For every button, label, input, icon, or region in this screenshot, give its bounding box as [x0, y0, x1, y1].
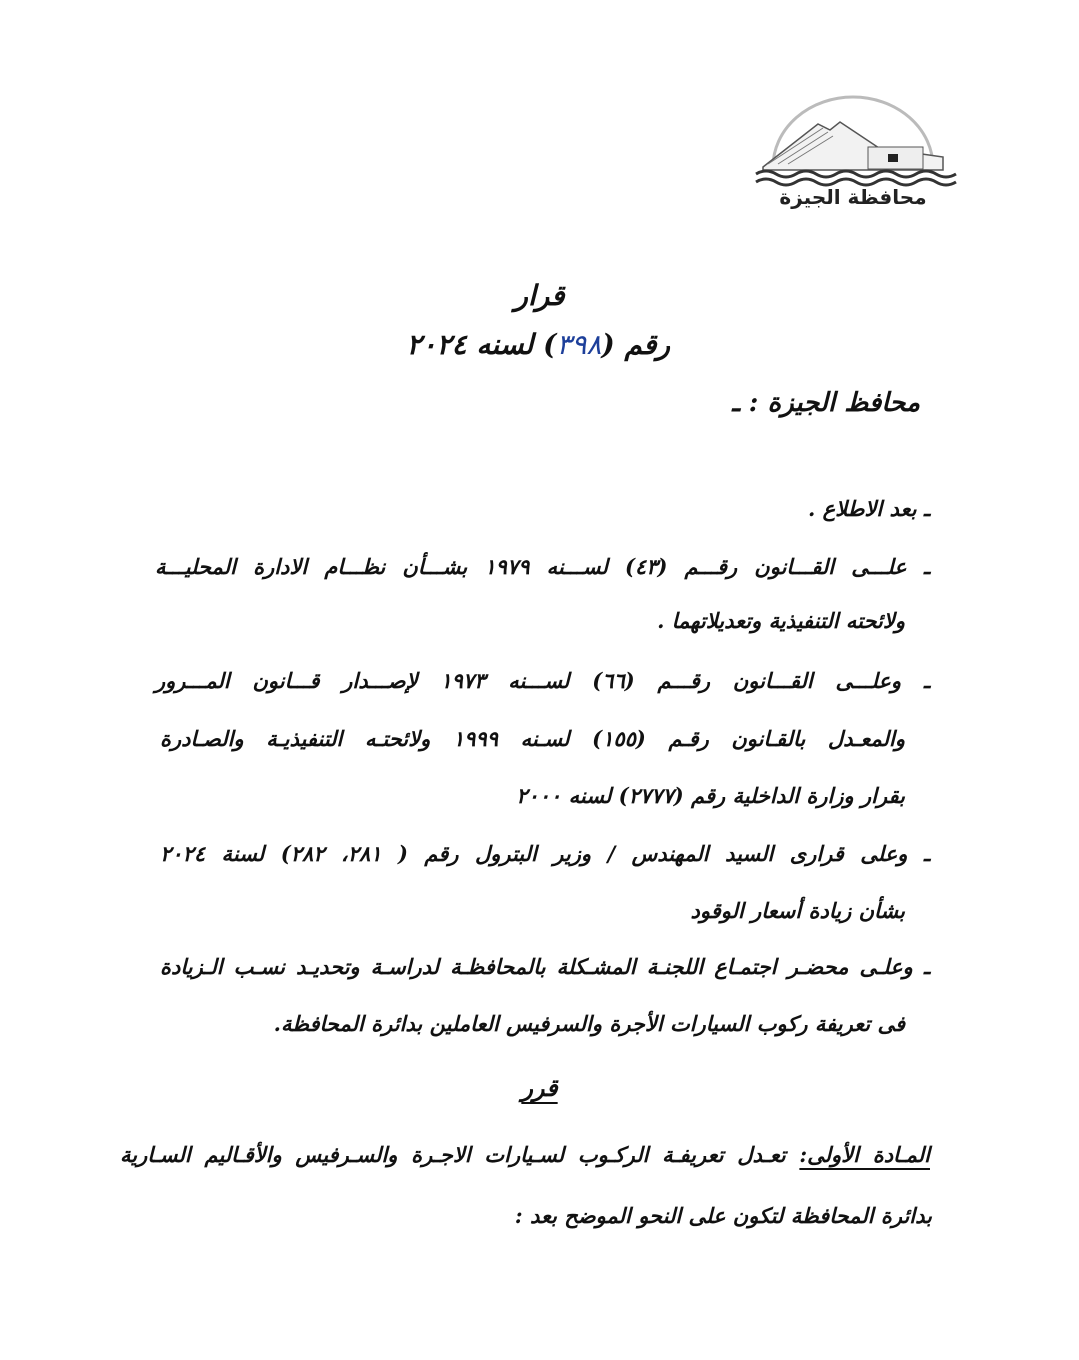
preamble-line: بشأن زيادة أسعار الوقود — [690, 898, 905, 923]
preamble-line: بقرار وزارة الداخلية رقم (٢٧٧٧) لسنه ٢٠٠٠ — [516, 783, 905, 808]
preamble-line: ـ وعلـــى القـــانون رقـــم (٦٦) لســـنه ١٩٧٣ لإصـــدار قـــانون المـــرور — [155, 668, 930, 693]
document-title: قرار — [514, 279, 565, 312]
preamble-line: ـ وعلى قرارى السيد المهندس / وزير البترول رقم ( ٢٨١، ٢٨٢) لسنة ٢٠٢٤ — [160, 841, 930, 866]
decree-number-line — [380, 328, 670, 361]
preamble-line: ـ وعلـى محضـر اجتمـاع اللجنـة المشـكلة بالمحافظـة لدراسـة وتحديـد نسـب الـزيادة — [160, 954, 930, 979]
article-one-line-2: بدائرة المحافظة لتكون على النحو الموضح بعد : — [514, 1203, 932, 1228]
preamble-line: ـ بعد الاطلاع . — [808, 496, 930, 521]
decree-number: ٣٩٨ — [556, 328, 602, 361]
preamble-line: فى تعريفة ركوب السيارات الأجرة والسرفيس العاملين بدائرة المحافظة. — [273, 1011, 905, 1036]
preamble-line: ـ علـــى القـــانون رقـــم (٤٣) لســـنه ١٩٧٩ بشـــأن نظـــام الادارة المحليـــة — [155, 554, 930, 579]
preamble-line: والمعـدل بالقـانون رقـم (١٥٥) لسـنه ١٩٩٩ ولائحتـه التنفيذيـة والصـادرة — [160, 726, 905, 751]
article-one-line-1 — [120, 1144, 930, 1165]
decree-heading — [0, 1073, 1079, 1102]
article-one-label: المـادة الأولى: — [799, 1142, 930, 1167]
logo-emblem-icon — [748, 92, 958, 212]
decree-heading-text: قرر — [521, 1073, 558, 1102]
issuer-heading: محافظ الجيزة : ـ — [732, 388, 920, 418]
number-suffix: ) لسنه ٢٠٢٤ — [406, 328, 557, 361]
svg-text:محافظة الجيزة: محافظة الجيزة — [779, 185, 927, 209]
number-prefix: رقم ( — [601, 328, 670, 361]
giza-governorate-logo — [748, 92, 958, 212]
article-one-text: تعـدل تعريفـة الركـوب لسـيارات الاجـرة والسـرفيس والأقـاليم السـارية — [120, 1142, 800, 1167]
preamble-line: ولائحته التنفيذية وتعديلاتهما . — [657, 608, 905, 633]
